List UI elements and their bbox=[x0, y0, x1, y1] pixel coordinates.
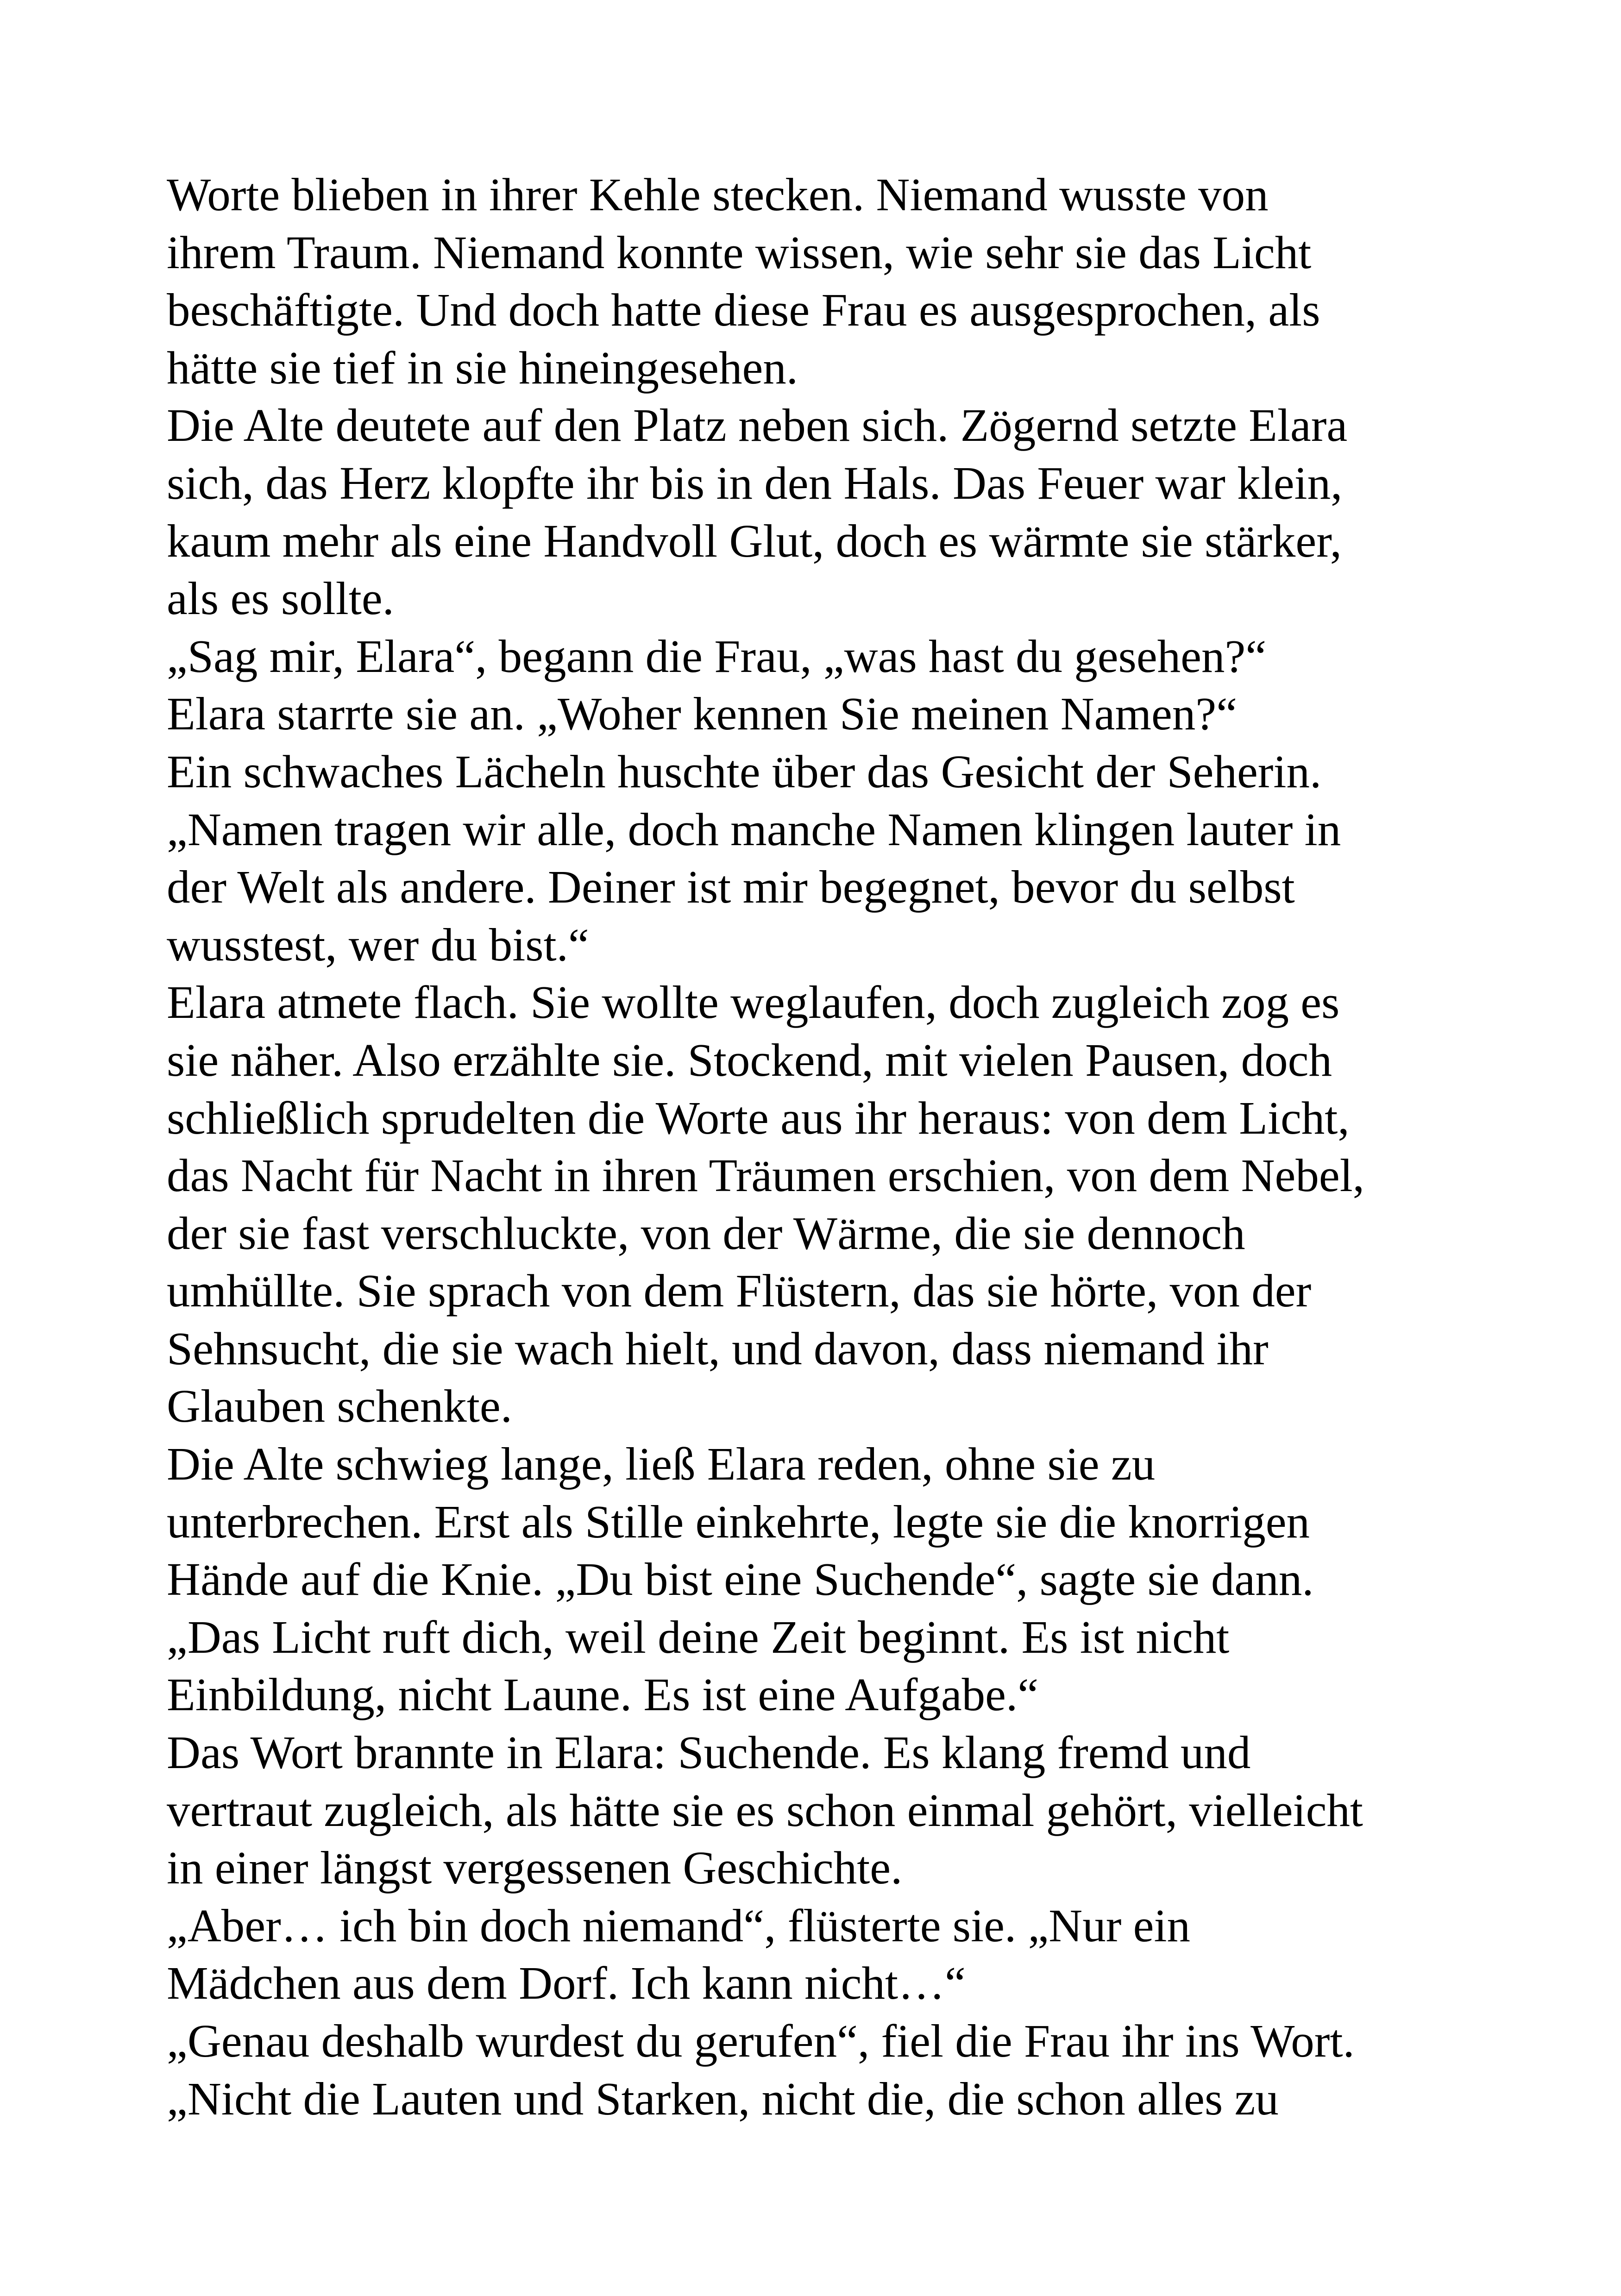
text-line: sie näher. Also erzählte sie. Stockend, mit vielen Pausen, doch bbox=[167, 1034, 1332, 1086]
text-line: kaum mehr als eine Handvoll Glut, doch es wärmte sie stärker, bbox=[167, 514, 1342, 567]
text-line: in einer längst vergessenen Geschichte. bbox=[167, 1842, 903, 1894]
text-line: wusstest, wer du bist.“ bbox=[167, 918, 589, 971]
text-line: Hände auf die Knie. „Du bist eine Suchende“, sagte sie dann. bbox=[167, 1553, 1314, 1606]
text-line: „Das Licht ruft dich, weil deine Zeit beginnt. Es ist nicht bbox=[167, 1611, 1230, 1663]
text-line: Einbildung, nicht Laune. Es ist eine Aufgabe.“ bbox=[167, 1669, 1039, 1721]
text-line: vertraut zugleich, als hätte sie es schon einmal gehört, vielleicht bbox=[167, 1784, 1363, 1836]
text-line: umhüllte. Sie sprach von dem Flüstern, das sie hörte, von der bbox=[167, 1265, 1312, 1317]
text-line: als es sollte. bbox=[167, 572, 394, 625]
text-line: Worte blieben in ihrer Kehle stecken. Niemand wusste von bbox=[167, 169, 1269, 220]
text-line: Das Wort brannte in Elara: Suchende. Es klang fremd und bbox=[167, 1726, 1251, 1779]
text-line: „Aber… ich bin doch niemand“, flüsterte sie. „Nur ein bbox=[167, 1899, 1191, 1951]
text-line: ihrem Traum. Niemand konnte wissen, wie sehr sie das Licht bbox=[167, 226, 1312, 278]
text-line: „Nicht die Lauten und Starken, nicht die, die schon alles zu bbox=[167, 2072, 1279, 2125]
text-line: unterbrechen. Erst als Stille einkehrte, legte sie die knorrigen bbox=[167, 1495, 1310, 1548]
text-line: Ein schwaches Lächeln huschte über das Gesicht der Seherin. bbox=[167, 745, 1322, 797]
text-line: Elara starrte sie an. „Woher kennen Sie meinen Namen?“ bbox=[167, 688, 1238, 740]
text-line: „Namen tragen wir alle, doch manche Namen klingen lauter in bbox=[167, 803, 1341, 855]
text-line: Mädchen aus dem Dorf. Ich kann nicht…“ bbox=[167, 1957, 966, 2009]
text-line: schließlich sprudelten die Worte aus ihr heraus: von dem Licht, bbox=[167, 1092, 1350, 1144]
text-line: Die Alte schwieg lange, ließ Elara reden, ohne sie zu bbox=[167, 1438, 1156, 1490]
text-line: „Genau deshalb wurdest du gerufen“, fiel die Frau ihr ins Wort. bbox=[167, 2015, 1355, 2067]
text-line: Sehnsucht, die sie wach hielt, und davon, dass niemand ihr bbox=[167, 1322, 1269, 1374]
text-line: der sie fast verschluckte, von der Wärme, die sie dennoch bbox=[167, 1207, 1245, 1259]
text-line: Die Alte deutete auf den Platz neben sich. Zögernd setzte Elara bbox=[167, 399, 1348, 452]
text-line: das Nacht für Nacht in ihren Träumen erschien, von dem Nebel, bbox=[167, 1149, 1365, 1202]
text-line: sich, das Herz klopfte ihr bis in den Hals. Das Feuer war klein, bbox=[167, 457, 1343, 509]
text-line: Glauben schenkte. bbox=[167, 1380, 513, 1432]
text-line: beschäftigte. Und doch hatte diese Frau es ausgesprochen, als bbox=[167, 284, 1320, 336]
text-line: Elara atmete flach. Sie wollte weglaufen, doch zugleich zog es bbox=[167, 976, 1340, 1029]
text-line: „Sag mir, Elara“, begann die Frau, „was hast du gesehen?“ bbox=[167, 630, 1267, 682]
text-line: der Welt als andere. Deiner ist mir begegnet, bevor du selbst bbox=[167, 861, 1295, 913]
body-text bbox=[167, 166, 1556, 2127]
text-line: hätte sie tief in sie hineingesehen. bbox=[167, 341, 798, 394]
